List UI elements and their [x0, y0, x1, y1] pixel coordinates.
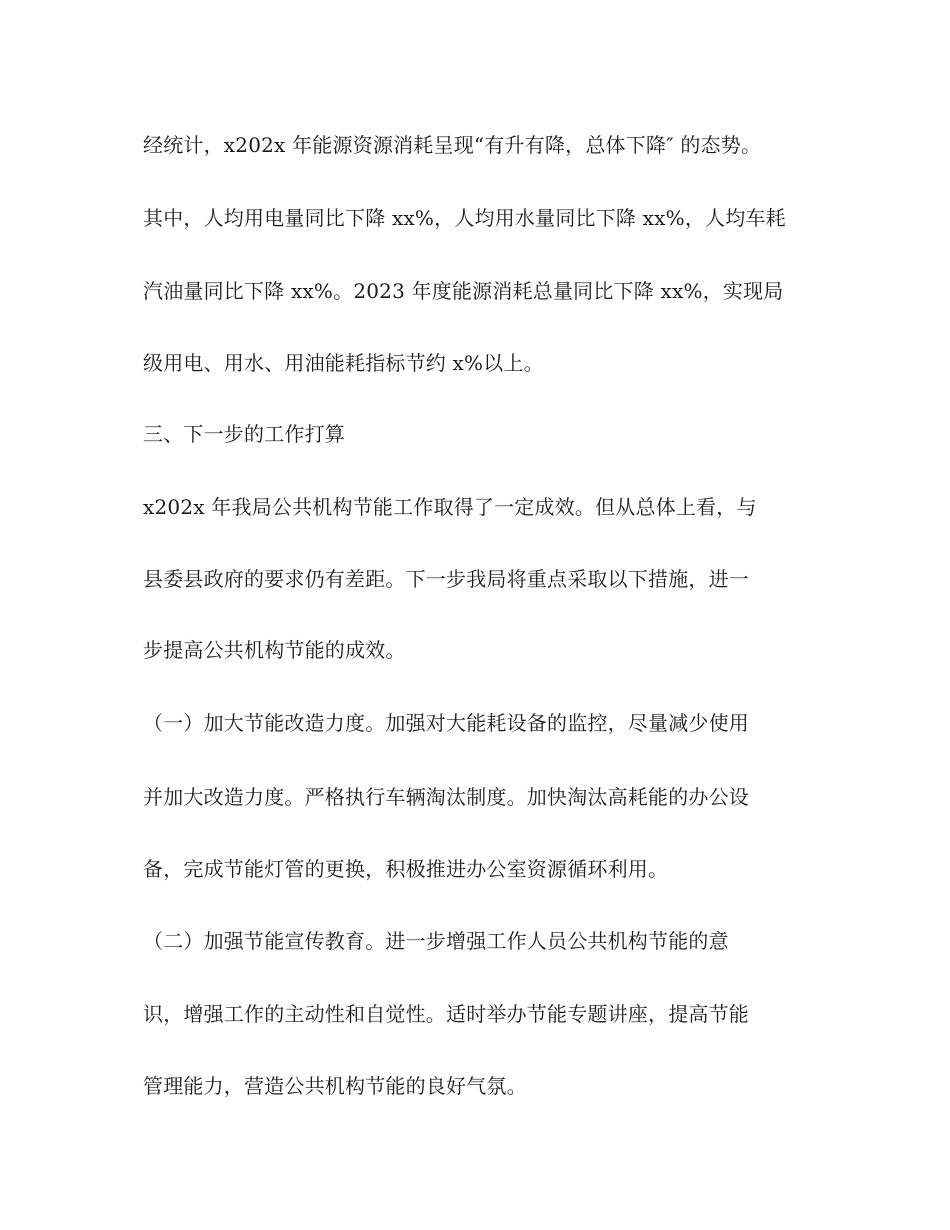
- paragraph-line-9: （一）加大节能改造力度。加强对大能耗设备的监控，尽量减少使用: [143, 711, 749, 735]
- paragraph-line-10: 并加大改造力度。严格执行车辆淘汰制度。加快淘汰高耗能的办公设: [143, 785, 749, 809]
- paragraph-line-7: 县委县政府的要求仍有差距。下一步我局将重点采取以下措施，进一: [143, 567, 749, 591]
- section-heading: 三、下一步的工作打算: [143, 422, 345, 446]
- paragraph-line-2: 其中，人均用电量同比下降 xx%，人均用水量同比下降 xx%，人均车耗: [143, 206, 786, 230]
- paragraph-line-14: 管理能力，营造公共机构节能的良好气氛。: [143, 1074, 527, 1098]
- paragraph-line-1: 经统计，x202x 年能源资源消耗呈现“有升有降，总体下降″ 的态势。: [143, 133, 762, 157]
- paragraph-line-13: 识，增强工作的主动性和自觉性。适时举办节能专题讲座，提高节能: [143, 1002, 749, 1026]
- paragraph-line-11: 备，完成节能灯管的更换，积极推进办公室资源循环利用。: [143, 857, 669, 881]
- paragraph-line-12: （二）加强节能宣传教育。进一步增强工作人员公共机构节能的意: [143, 929, 729, 953]
- paragraph-line-4: 级用电、用水、用油能耗指标节约 x%以上。: [143, 351, 544, 375]
- paragraph-line-6: x202x 年我局公共机构节能工作取得了一定成效。但从总体上看，与: [143, 495, 757, 519]
- paragraph-line-8: 步提高公共机构节能的成效。: [143, 638, 406, 662]
- paragraph-line-3: 汽油量同比下降 xx%。2023 年度能源消耗总量同比下降 xx%，实现局: [143, 279, 784, 303]
